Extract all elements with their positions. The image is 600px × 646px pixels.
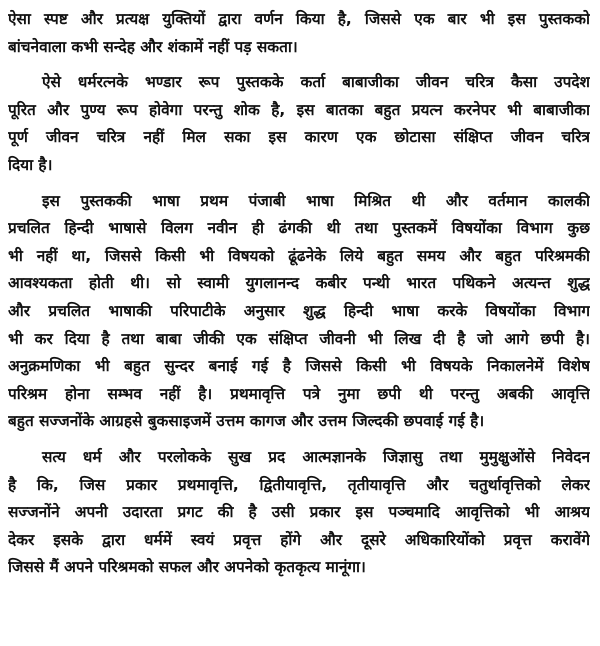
text-line: सज्जनोंने अपनी उदारता प्रगट की है उसी प्रकार इस पञ्चमादि आवृत्तिको भी आश्रय bbox=[8, 503, 590, 522]
text-line: भी कर दिया है तथा बाबा जीकी एक संक्षिप्त जीवनी भी लिख दी है जो आगे छपी है। bbox=[8, 329, 590, 348]
text-line: अनुक्रमणिका भी बहुत सुन्दर बनाई गई है जिससे किसी भी विषयके निकालनेमें विशेष bbox=[8, 357, 590, 376]
text-line: भी नहीं था, जिससे किसी भी विषयको ढूंढनेके लिये बहुत समय और बहुत परिश्रमकी bbox=[8, 246, 590, 265]
text-line: इस पुस्तककी भाषा प्रथम पंजाबी भाषा मिश्रित थी और वर्तमान कालकी bbox=[42, 191, 590, 210]
text-line: और प्रचलित भाषाकी परिपाटीके अनुसार शुद्ध हिन्दी भाषा करके विषयोंका विभाग bbox=[8, 301, 590, 320]
text-line: बहुत सज्जनोंके आग्रहसे बुकसाइजमें उत्तम कागज और उत्तम जिल्दकी छपवाई गई है। bbox=[8, 412, 485, 431]
text-line: दिया है। bbox=[8, 155, 53, 174]
text-line: आवश्यकता होती थी। सो स्वामी युगलानन्द कबीर पन्थी भारत पथिकने अत्यन्त शुद्ध bbox=[8, 274, 590, 293]
text-line: जिससे मैं अपने परिश्रमको सफल और अपनेको कृतकृत्य मानूंगा। bbox=[8, 558, 366, 577]
text-line: है कि, जिस प्रकार प्रथमावृत्ति, द्वितीयावृत्ति, तृतीयावृत्ति और चतुर्थावृत्तिको लेकर bbox=[8, 475, 590, 494]
text-line: प्रचलित हिन्दी भाषासे विलग नवीन ही ढंगकी थी तथा पुस्तकमें विषयोंका विभाग कुछ bbox=[8, 219, 590, 238]
paragraph-intro-continuation bbox=[8, 6, 590, 61]
text-line: पूरित और पुण्य रूप होवेगा परन्तु शोक है, इस बातका बहुत प्रयत्न करनेपर भी बाबाजीका bbox=[8, 100, 590, 119]
text-line: देकर इसके द्वारा धर्ममें स्वयं प्रवृत्त होंगे और दूसरे अधिकारियोंको प्रवृत्त करावेंगे bbox=[8, 530, 590, 549]
text-line: ऐसा स्पष्ट और प्रत्यक्ष युक्तियों द्वारा वर्णन किया है, जिससे एक बार भी इस पुस्तकको bbox=[8, 10, 590, 28]
text-line: बांचनेवाला कभी सन्देह और शंकामें नहीं पड़ सकता। bbox=[8, 37, 298, 56]
text-line: ऐसे धर्मरत्नके भण्डार रूप पुस्तकके कर्ता बाबाजीका जीवन चरित्र कैसा उपदेश bbox=[42, 73, 590, 92]
text-line: पूर्ण जीवन चरित्र नहीं मिल सका इस कारण एक छोटासा संक्षिप्त जीवन चरित्र bbox=[8, 128, 590, 147]
text-line: परिश्रम होना सम्भव नहीं है। प्रथमावृत्ति पत्रे नुमा छपी थी परन्तु अबकी आवृत्ति bbox=[8, 384, 590, 403]
paragraph-biography bbox=[8, 69, 590, 179]
text-line: सत्य धर्म और परलोकके सुख प्रद आत्मज्ञानके जिज्ञासु तथा मुमुक्षुओंसे निवेदन bbox=[42, 447, 590, 466]
paragraph-language bbox=[8, 188, 590, 436]
paragraph-request bbox=[8, 444, 590, 582]
